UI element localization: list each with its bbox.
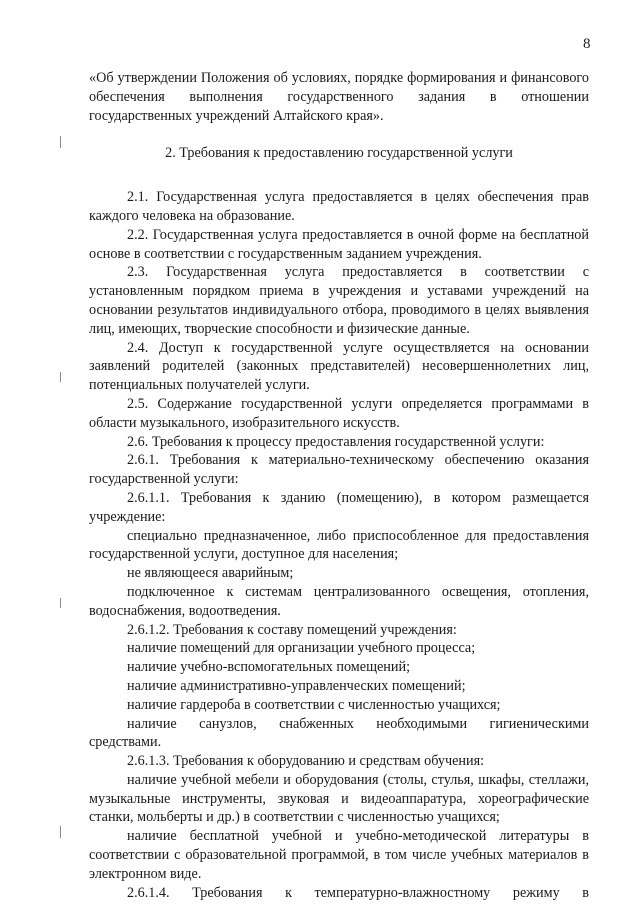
paragraph: не являющееся аварийным;	[127, 565, 294, 582]
paragraph: наличие гардероба в соответствии с численностью учащихся;	[127, 696, 501, 713]
document-body	[89, 69, 589, 902]
paragraph: 2.6.1.2. Требования к составу помещений учреждения:	[127, 621, 457, 638]
paragraph: 2.4. Доступ к государственной услуге осуществляется на основании заявлений родителей (законных представителей) несовершеннолетних лиц, потенциальных получателей услуги.	[89, 339, 589, 394]
paragraph: 2.1. Государственная услуга предоставляется в целях обеспечения прав каждого человека на образование.	[89, 189, 589, 224]
paragraph: 2.6.1.4. Требования к температурно-влажностному режиму в	[127, 884, 589, 901]
scan-margin-mark	[60, 826, 61, 838]
paragraph: 2.6. Требования к процессу предоставления государственной услуги:	[127, 433, 545, 450]
paragraph: 2.5. Содержание государственной услуги определяется программами в области музыкального, изобразительного искусств.	[89, 395, 589, 431]
scan-margin-mark	[60, 136, 61, 148]
paragraph: наличие учебной мебели и оборудования (столы, стулья, шкафы, стеллажи, музыкальные инструменты, звуковая и видеоаппаратура, хореографические станки, мольберты и др.) в соответствии с численностью учащихся;	[89, 771, 589, 826]
paragraph: 2.3. Государственная услуга предоставляется в соответствии с установленным порядком приема в учреждения и уставами учреждений на основании результатов индивидуального отбора, проводимого в целях выявления лиц, имеющих, творческие способности и физические данные.	[89, 264, 589, 337]
paragraph: 2.6.1. Требования к материально-техническому обеспечению оказания государственной услуги:	[89, 452, 589, 488]
paragraph: специально предназначенное, либо приспособленное для предоставления государственной услуги, доступное для населения;	[89, 527, 589, 563]
paragraph: 2.2. Государственная услуга предоставляется в очной форме на бесплатной основе в соответствии с государственным заданием учреждения.	[89, 226, 589, 262]
paragraph: «Об утверждении Положения об условиях, порядке формирования и финансового обеспечения выполнения государственного задания в отношении государственных учреждений Алтайского края».	[89, 70, 589, 124]
paragraph: наличие административно-управленческих помещений;	[127, 677, 466, 694]
paragraph: 2.6.1.3. Требования к оборудованию и средствам обучения:	[127, 753, 485, 770]
section-heading: 2. Требования к предоставлению государственной услуги	[165, 145, 513, 162]
paragraph: наличие бесплатной учебной и учебно-методической литературы в соответствии с образовательной программой, в том числе учебных материалов в электронном виде.	[89, 828, 589, 882]
paragraph: наличие помещений для организации учебного процесса;	[127, 640, 476, 657]
paragraph: подключенное к системам централизованного освещения, отопления, водоснабжения, водоотведения.	[89, 583, 589, 619]
page-number: 8	[583, 36, 591, 52]
scan-margin-mark	[60, 372, 61, 382]
scan-margin-mark	[60, 598, 61, 608]
paragraph: наличие санузлов, снабженных необходимыми гигиеническими средствами.	[89, 715, 589, 751]
paragraph: наличие учебно-вспомогательных помещений;	[127, 659, 411, 676]
paragraph: 2.6.1.1. Требования к зданию (помещению), в котором размещается учреждение:	[89, 489, 589, 525]
